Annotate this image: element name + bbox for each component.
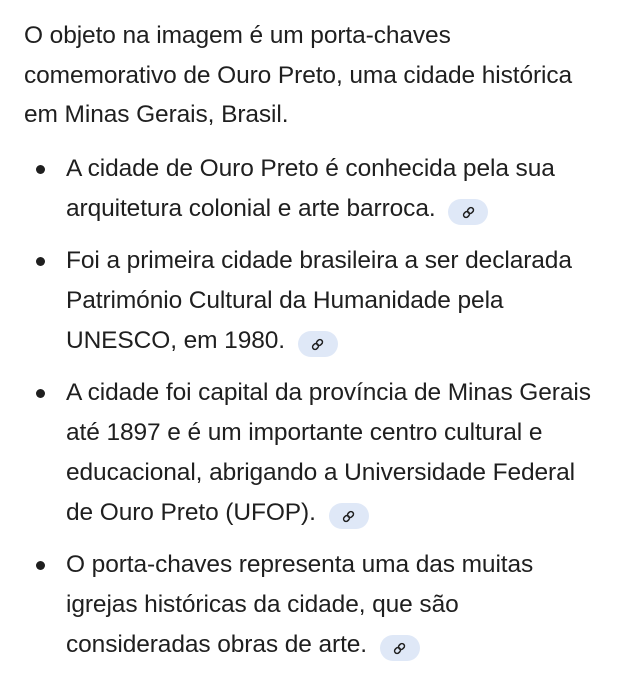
source-link-button[interactable] <box>448 199 488 225</box>
bullet-dot <box>36 165 45 174</box>
source-link-button[interactable] <box>298 331 338 357</box>
link-icon <box>392 641 407 656</box>
link-icon <box>461 205 476 220</box>
bullet-dot <box>36 257 45 266</box>
list-item <box>24 241 604 361</box>
bullet-dot <box>36 561 45 570</box>
intro-paragraph: O objeto na imagem é um porta-chaves comemorativo de Ouro Preto, uma cidade histórica em Minas Gerais, Brasil. <box>24 22 573 128</box>
list-item <box>24 149 604 229</box>
bullet-text: A cidade foi capital da província de Minas Gerais até 1897 e é um importante centro cultural e educacional, abrigando a Universidade Federal de Ouro Preto (UFOP). <box>66 378 591 526</box>
bullet-dot <box>36 389 45 398</box>
bullet-text: A cidade de Ouro Preto é conhecida pela sua arquitetura colonial e arte barroca. <box>66 154 555 222</box>
list-item <box>24 373 604 533</box>
link-icon <box>341 509 356 524</box>
list-item <box>24 545 604 665</box>
link-icon <box>310 337 325 352</box>
source-link-button[interactable] <box>329 503 369 529</box>
response-content <box>24 16 604 677</box>
bullet-list <box>24 149 604 665</box>
bullet-text: O porta-chaves representa uma das muitas igrejas históricas da cidade, que são consideradas obras de arte. <box>66 550 534 658</box>
source-link-button[interactable] <box>380 635 420 661</box>
bullet-text: Foi a primeira cidade brasileira a ser declarada Património Cultural da Humanidade pela UNESCO, em 1980. <box>66 246 572 354</box>
